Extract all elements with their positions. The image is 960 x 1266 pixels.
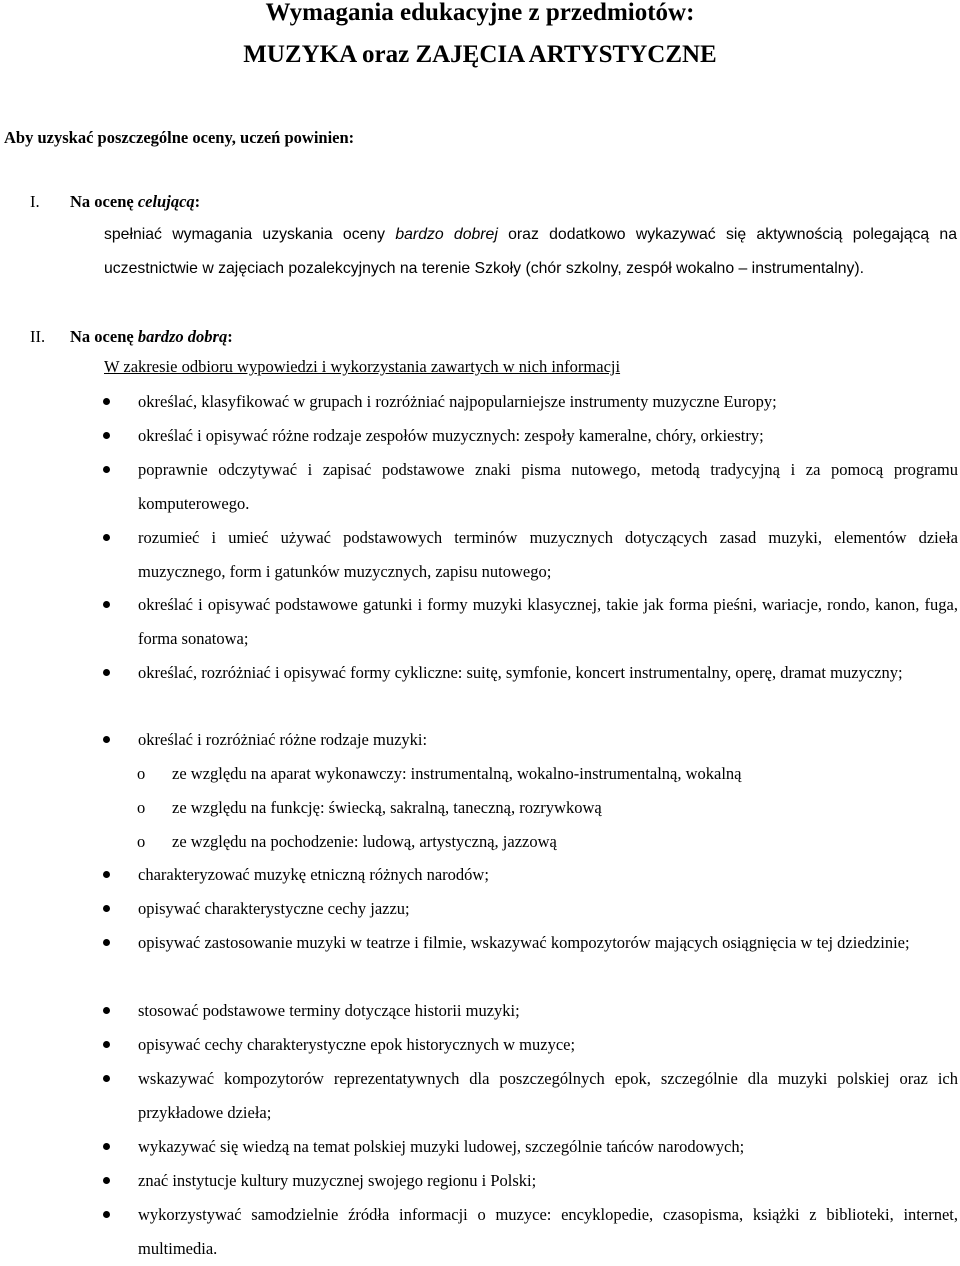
section-1-title <box>70 185 200 219</box>
title-line-1: Wymagania edukacyjne z przedmiotów: <box>265 0 695 26</box>
title-line-2: MUZYKA oraz ZAJĘCIA ARTYSTYCZNE <box>243 41 717 68</box>
sub-list-item-text: ze względu na funkcję: świecką, sakralną, taneczną, rozrywkową <box>172 798 602 817</box>
list-item-text: określać i rozróżniać różne rodzaje muzyki: <box>138 730 428 749</box>
section-1-title-prefix: Na ocenę <box>70 192 138 211</box>
list-item-text: określać, klasyfikować w grupach i rozróżniać najpopularniejsze instrumenty muzyczne Europy; <box>138 392 777 411</box>
list-item-text: wykazywać się wiedzą na temat polskiej muzyki ludowej, szczególnie tańców narodowych; <box>138 1137 745 1156</box>
bullet-icon <box>102 419 112 453</box>
bullet-icon <box>102 521 112 555</box>
bullet-icon <box>102 453 112 487</box>
bullet-icon <box>102 1028 112 1062</box>
list-item-text: poprawnie odczytywać i zapisać podstawowe znaki pisma nutowego, metodą tradycyjną i za pomocą programu komputerowego. <box>138 460 958 513</box>
list-item-text: wykorzystywać samodzielnie źródła informacji o muzyce: encyklopedie, czasopisma, książki z biblioteki, internet, multimedia. <box>138 1205 958 1258</box>
section-1-text-italic: bardzo dobrej <box>395 226 498 243</box>
section-2-number: II. <box>30 327 46 346</box>
section-2-subheading: W zakresie odbioru wypowiedzi i wykorzystania zawartych w nich informacji <box>104 357 621 376</box>
section-1-text-b: oraz dodatkowo wykazywać się aktywnością polegającą na uczestnictwie w zajęciach pozalekcyjnych na terenie Szkoły (chór szkolny, zespół wokalno – instrumentalny). <box>104 226 958 277</box>
intro-text: Aby uzyskać poszczególne oceny, uczeń powinien: <box>4 128 355 147</box>
circle-bullet-icon: o <box>137 764 146 783</box>
section-1-text-a: spełniać wymagania uzyskania oceny <box>104 226 396 243</box>
section-2-grade: bardzo dobrą <box>137 327 228 346</box>
bullet-icon <box>102 385 112 419</box>
bullet-icon <box>102 723 112 757</box>
circle-bullet-icon: o <box>137 798 146 817</box>
sub-list-item-text: ze względu na aparat wykonawczy: instrumentalną, wokalno-instrumentalną, wokalną <box>172 764 742 783</box>
bullet-icon <box>102 1062 112 1096</box>
bullet-icon <box>102 994 112 1028</box>
section-1-grade: celującą <box>137 192 195 211</box>
list-item-text: określać i opisywać podstawowe gatunki i formy muzyki klasycznej, takie jak forma pieśni, wariacje, rondo, kanon, fuga, forma sonatowa; <box>138 595 958 648</box>
section-2-heading <box>0 320 960 354</box>
list-item-text: opisywać cechy charakterystyczne epok historycznych w muzyce; <box>138 1035 576 1054</box>
list-item-text: określać, rozróżniać i opisywać formy cykliczne: suitę, symfonie, koncert instrumentalny, operę, dramat muzyczny; <box>138 663 903 682</box>
bullet-icon <box>102 1198 112 1232</box>
bullet-icon <box>102 858 112 892</box>
list-item-text: stosować podstawowe terminy dotyczące historii muzyki; <box>138 1001 520 1020</box>
circle-bullet-icon: o <box>137 832 146 851</box>
section-2-title-suffix: : <box>227 327 233 346</box>
bullet-icon <box>102 892 112 926</box>
list-item-text: charakteryzować muzykę etniczną różnych narodów; <box>138 865 489 884</box>
section-1-heading <box>0 185 960 219</box>
bullet-icon <box>102 588 112 622</box>
list-item-text: wskazywać kompozytorów reprezentatywnych dla poszczególnych epok, szczególnie dla muzyki polskiej oraz ich przykładowe dzieła; <box>138 1069 958 1122</box>
section-1-title-suffix: : <box>194 192 201 211</box>
sub-list-item-text: ze względu na pochodzenie: ludową, artystyczną, jazzową <box>172 832 557 851</box>
section-2-title <box>70 320 233 354</box>
bullet-icon <box>102 656 112 690</box>
list-item-text: określać i opisywać różne rodzaje zespołów muzycznych: zespoły kameralne, chóry, orkiestry; <box>138 426 764 445</box>
section-1-number: I. <box>30 192 40 211</box>
bullet-icon <box>102 926 112 960</box>
bullet-icon <box>102 1164 112 1198</box>
section-1-description <box>104 218 957 286</box>
list-item-text: znać instytucje kultury muzycznej swojego regionu i Polski; <box>138 1171 537 1190</box>
section-2-title-prefix: Na ocenę <box>70 327 138 346</box>
list-item-text: opisywać zastosowanie muzyki w teatrze i filmie, wskazywać kompozytorów mających osiągnięcia w tej dziedzinie; <box>138 933 910 952</box>
bullet-icon <box>102 1130 112 1164</box>
list-item-text: rozumieć i umieć używać podstawowych terminów muzycznych dotyczących zasad muzyki, elementów dzieła muzycznego, form i gatunków muzycznych, zapisu nutowego; <box>138 528 958 581</box>
list-item-text: opisywać charakterystyczne cechy jazzu; <box>138 899 410 918</box>
